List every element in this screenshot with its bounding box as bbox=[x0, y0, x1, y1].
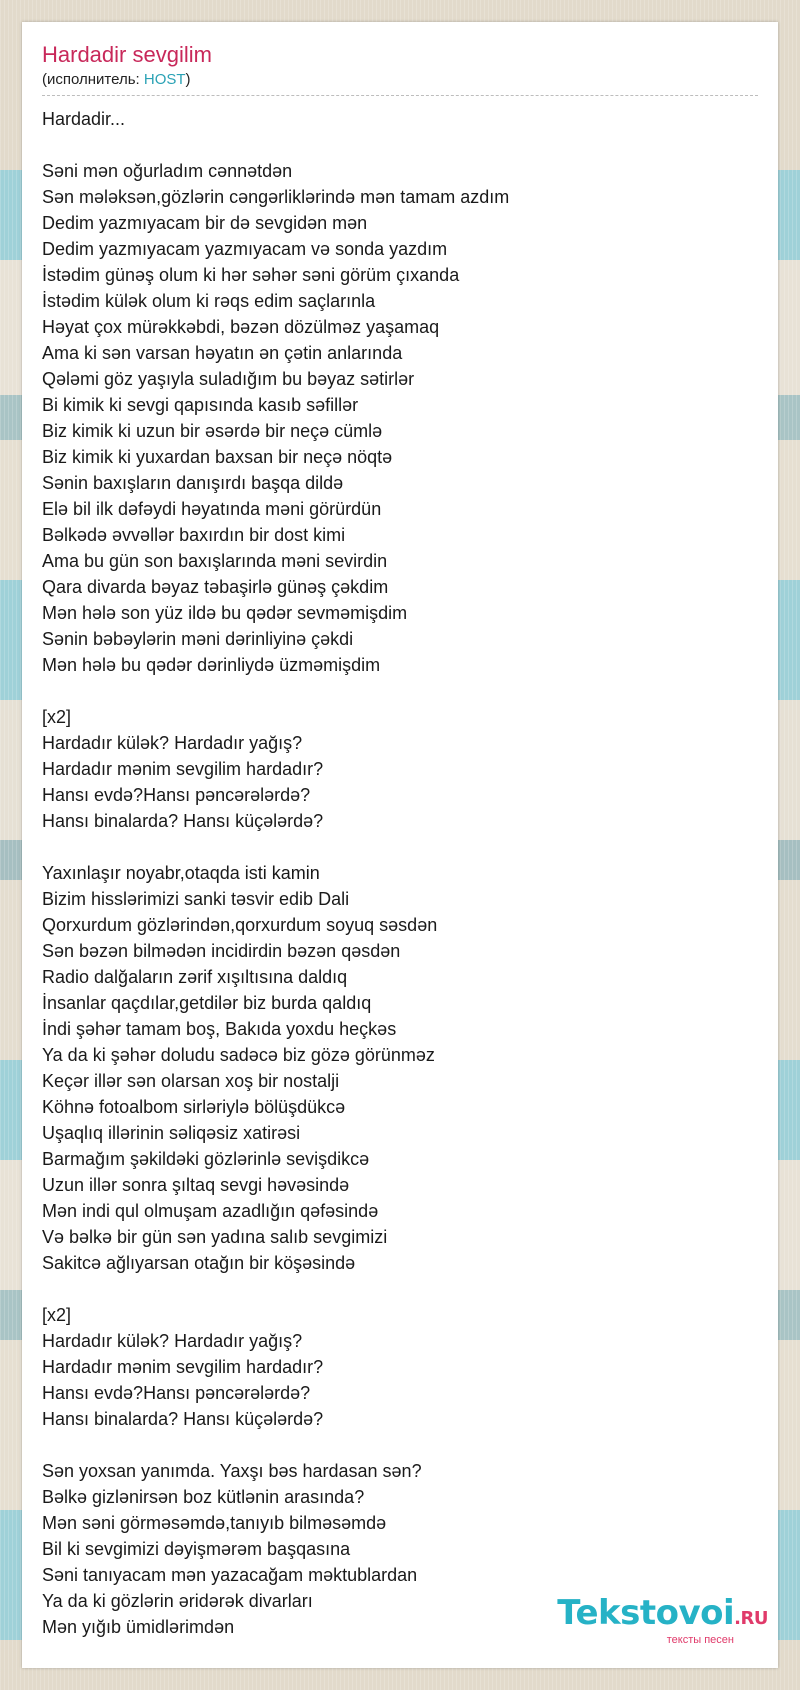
lyric-line: Hansı evdə?Hansı pəncərələrdə? bbox=[42, 1383, 311, 1403]
lyric-line: İstədim külək olum ki rəqs edim saçlarınla bbox=[42, 291, 376, 311]
lyric-line: Barmağım şəkildəki gözlərinlə sevişdikcə bbox=[42, 1149, 370, 1169]
logo-wordmark: Tekstovoi bbox=[557, 1593, 735, 1633]
lyric-line: Radio dalğaların zərif xışıltısına daldıq bbox=[42, 967, 348, 987]
lyric-line: Sən mələksən,gözlərin cəngərliklərində mən tamam azdım bbox=[42, 187, 510, 207]
logo-tagline: тексты песен bbox=[666, 1634, 734, 1646]
lyric-line: Ya da ki şəhər doludu sadəcə biz gözə görünməz bbox=[42, 1045, 435, 1065]
lyric-line: Səni mən oğurladım cənnətdən bbox=[42, 161, 293, 181]
lyric-line: Mən yığıb ümidlərimdən bbox=[42, 1617, 235, 1637]
lyric-line: Sakitcə ağlıyarsan otağın bir köşəsində bbox=[42, 1253, 356, 1273]
lyric-line: Sən bəzən bilmədən incidirdin bəzən qəsdən bbox=[42, 941, 401, 961]
lyric-line: İstədim günəş olum ki hər səhər səni görüm çıxanda bbox=[42, 265, 460, 285]
lyric-line: Bəlkədə əvvəllər baxırdın bir dost kimi bbox=[42, 525, 346, 545]
lyric-line: [x2] bbox=[42, 707, 72, 727]
lyric-line: Sənin bəbəylərin məni dərinliyinə çəkdi bbox=[42, 629, 354, 649]
lyric-line: Ama ki sən varsan həyatın ən çətin anlarında bbox=[42, 343, 403, 363]
lyric-line: Hardadır külək? Hardadır yağış? bbox=[42, 733, 303, 753]
lyric-line: Hardadır külək? Hardadır yağış? bbox=[42, 1331, 303, 1351]
lyric-line: Dedim yazmıyacam yazmıyacam və sonda yazdım bbox=[42, 239, 448, 259]
lyric-line: Bil ki sevgimizi dəyişmərəm başqasına bbox=[42, 1539, 351, 1559]
lyric-line: Dedim yazmıyacam bir də sevgidən mən bbox=[42, 213, 368, 233]
lyric-line bbox=[42, 1432, 758, 1458]
lyric-line: Biz kimik ki yuxardan baxsan bir neçə nöqtə bbox=[42, 447, 393, 467]
lyric-line: Uzun illər sonra şıltaq sevgi həvəsində bbox=[42, 1175, 350, 1195]
lyric-line: Sənin baxışların danışırdı başqa dildə bbox=[42, 473, 344, 493]
lyric-line bbox=[42, 1276, 758, 1302]
lyric-line: Və bəlkə bir gün sən yadına salıb sevgimizi bbox=[42, 1227, 388, 1247]
lyric-line: Köhnə fotoalbom sirləriylə bölüşdükcə bbox=[42, 1097, 346, 1117]
lyric-line: Ya da ki gözlərin əridərək divarları bbox=[42, 1591, 313, 1611]
lyric-line: Qorxurdum gözlərindən,qorxurdum soyuq səsdən bbox=[42, 915, 438, 935]
lyrics-text bbox=[42, 106, 758, 1640]
lyric-line: Ama bu gün son baxışlarında məni sevirdin bbox=[42, 551, 388, 571]
lyric-line bbox=[42, 678, 758, 704]
lyric-line: Həyat çox mürəkkəbdi, bəzən dözülməz yaşamaq bbox=[42, 317, 440, 337]
lyric-line: Bəlkə gizlənirsən boz kütlənin arasında? bbox=[42, 1487, 365, 1507]
lyric-line: İnsanlar qaçdılar,getdilər biz burda qaldıq bbox=[42, 993, 372, 1013]
song-title: Hardadir sevgilim bbox=[42, 42, 212, 67]
lyric-line: Mən hələ bu qədər dərinliydə üzməmişdim bbox=[42, 655, 381, 675]
artist-link[interactable]: HOST bbox=[143, 71, 186, 88]
lyric-line: Uşaqlıq illərinin səliqəsiz xatirəsi bbox=[42, 1123, 301, 1143]
lyric-line: Biz kimik ki uzun bir əsərdə bir neçə cümlə bbox=[42, 421, 383, 441]
artist-prefix: (исполнитель: bbox=[42, 71, 144, 88]
lyric-line: Qələmi göz yaşıyla suladığım bu bəyaz sətirlər bbox=[42, 369, 415, 389]
artist-suffix: ) bbox=[185, 71, 191, 88]
lyric-line: İndi şəhər tamam boş, Bakıda yoxdu heçkəs bbox=[42, 1019, 397, 1039]
lyric-line: Hardadır mənim sevgilim hardadır? bbox=[42, 1357, 324, 1377]
logo-tld: .RU bbox=[734, 1608, 768, 1629]
artist-line bbox=[42, 71, 758, 96]
lyric-line: [x2] bbox=[42, 1305, 72, 1325]
lyric-line: Mən indi qul olmuşam azadlığın qəfəsində bbox=[42, 1201, 379, 1221]
lyric-line: Hardadir... bbox=[42, 109, 126, 129]
lyric-line: Bi kimik ki sevgi qapısında kasıb səfillər bbox=[42, 395, 359, 415]
site-logo[interactable] bbox=[557, 1593, 768, 1646]
lyric-line: Yaxınlaşır noyabr,otaqda isti kamin bbox=[42, 863, 320, 883]
lyric-line: Hardadır mənim sevgilim hardadır? bbox=[42, 759, 324, 779]
lyric-line: Hansı binalarda? Hansı küçələrdə? bbox=[42, 811, 324, 831]
lyric-line bbox=[42, 834, 758, 860]
lyric-line: Hansı binalarda? Hansı küçələrdə? bbox=[42, 1409, 324, 1429]
lyric-line: Səni tanıyacam mən yazacağam məktublardan bbox=[42, 1565, 418, 1585]
lyric-line: Hansı evdə?Hansı pəncərələrdə? bbox=[42, 785, 311, 805]
lyric-line: Keçər illər sən olarsan xoş bir nostalji bbox=[42, 1071, 340, 1091]
lyric-line bbox=[42, 132, 758, 158]
lyric-line: Sən yoxsan yanımda. Yaxşı bəs hardasan sən? bbox=[42, 1461, 422, 1481]
lyric-line: Bizim hisslərimizi sanki təsvir edib Dali bbox=[42, 889, 350, 909]
lyric-line: Elə bil ilk dəfəydi həyatında məni görürdün bbox=[42, 499, 382, 519]
lyric-line: Qara divarda bəyaz təbaşirlə günəş çəkdim bbox=[42, 577, 389, 597]
lyrics-card bbox=[22, 22, 778, 1668]
lyric-line: Mən səni görməsəmdə,tanıyıb bilməsəmdə bbox=[42, 1513, 387, 1533]
lyric-line: Mən hələ son yüz ildə bu qədər sevməmişdim bbox=[42, 603, 408, 623]
